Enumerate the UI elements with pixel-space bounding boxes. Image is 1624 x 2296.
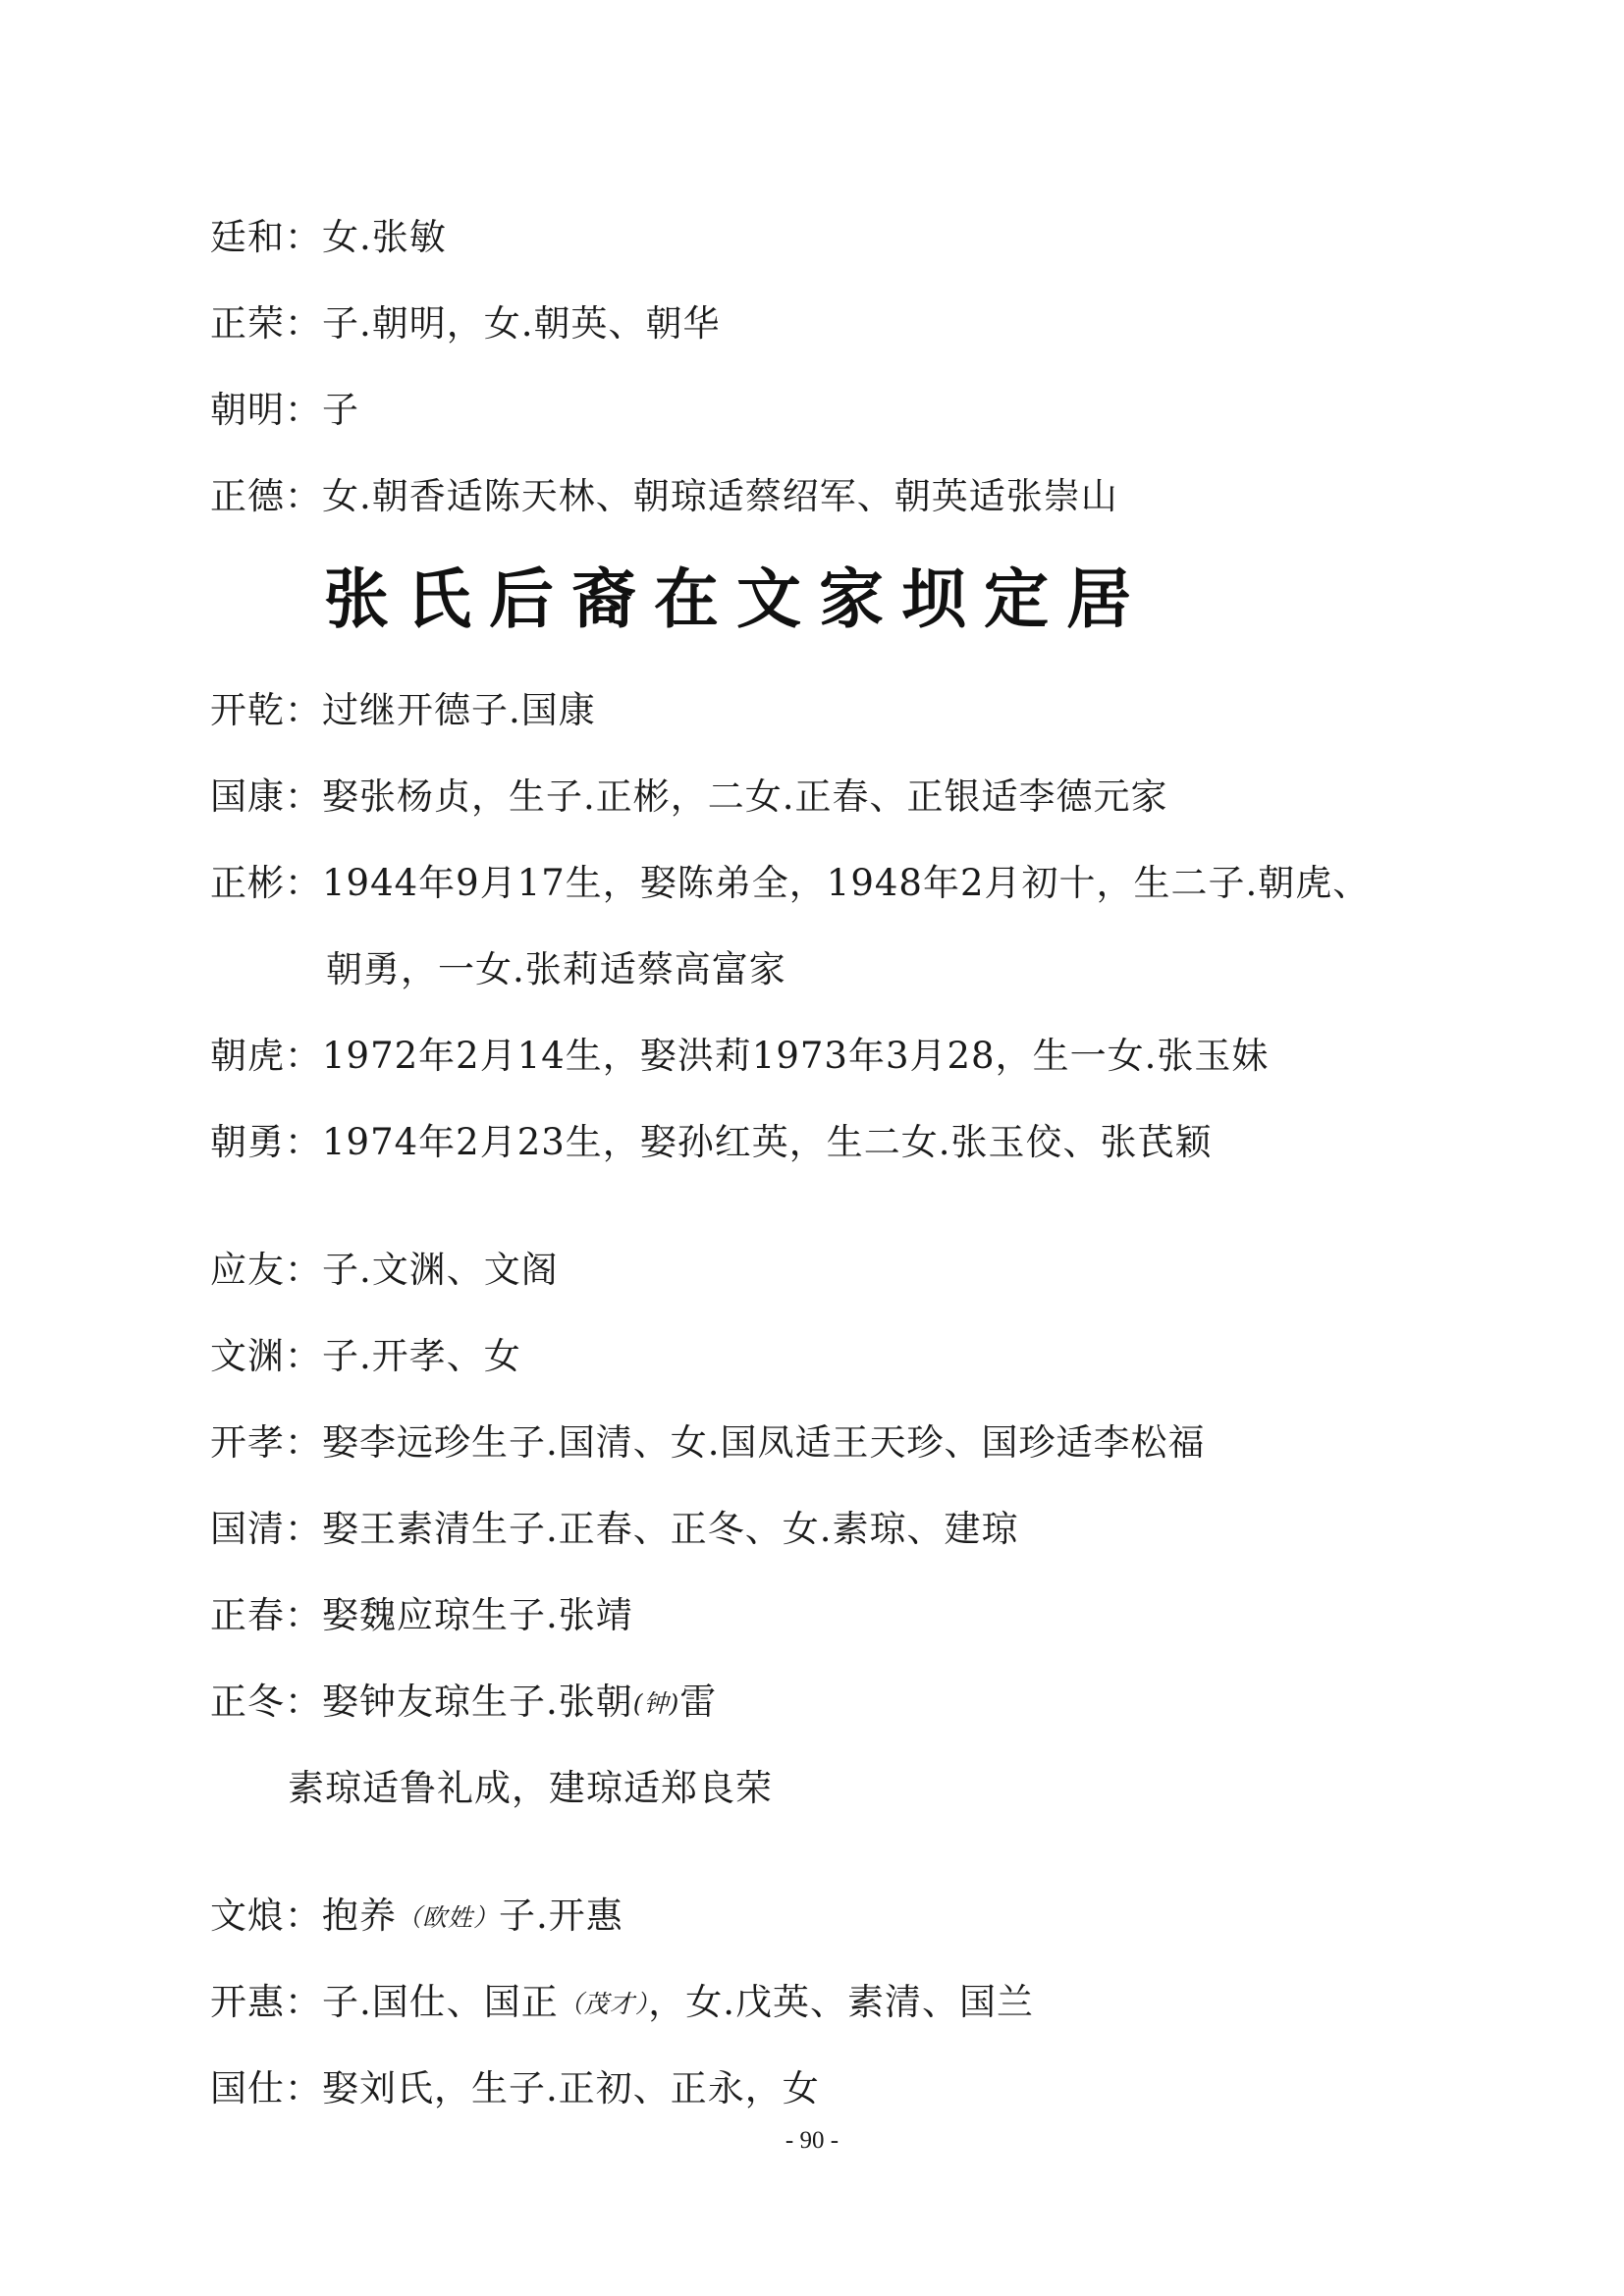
entry-wenliang xyxy=(210,1893,623,1942)
entry-chaoming: 朝明：子 xyxy=(210,389,359,431)
entry-zhengbin-continued: 朝勇，一女.张莉适蔡高富家 xyxy=(326,948,786,990)
entry-guoshi: 国仕：娶刘氏，生子.正初、正永，女 xyxy=(210,2067,820,2109)
entry-kaiqian: 开乾：过继开德子.国康 xyxy=(210,689,596,731)
entry-guoqing: 国清：娶王素清生子.正春、正冬、女.素琼、建琼 xyxy=(210,1508,1019,1550)
entry-zhengrong: 正荣：子.朝明，女.朝英、朝华 xyxy=(210,302,721,345)
entry-chaoyong: 朝勇：1974年2月23生，娶孙红英，生二女.张玉佼、张芪颖 xyxy=(210,1121,1213,1163)
kaihui-note: （茂才） xyxy=(558,1990,649,2018)
entry-yingyou: 应友：子.文渊、文阁 xyxy=(210,1249,559,1291)
wenliang-text-end: 子.开惠 xyxy=(499,1895,623,1937)
entry-zhengchun: 正春：娶魏应琼生子.张靖 xyxy=(210,1594,633,1636)
entry-zhengde: 正德：女.朝香适陈天林、朝琼适蔡绍军、朝英适张崇山 xyxy=(210,475,1118,517)
wenliang-text: 文烺：抱养 xyxy=(210,1895,397,1937)
kaihui-text-end: ，女.戊英、素清、国兰 xyxy=(648,1981,1035,2023)
wenliang-note: （欧姓） xyxy=(397,1903,500,1932)
entry-zhengdong xyxy=(210,1679,717,1728)
kaihui-text: 开惠：子.国仕、国正 xyxy=(210,1981,559,2023)
entry-kaihui xyxy=(210,1979,1034,2028)
entry-wenyuan: 文渊：子.开孝、女 xyxy=(210,1335,521,1377)
entry-zhengbin: 正彬：1944年9月17生，娶陈弟全，1948年2月初十，生二子.朝虎、 xyxy=(210,862,1371,904)
zhengdong-text: 正冬：娶钟友琼生子.张朝 xyxy=(210,1681,633,1723)
section-heading: 张氏后裔在文家坝定居 xyxy=(324,561,1149,637)
page-number: - 90 - xyxy=(785,2127,839,2154)
zhengdong-note: (钟) xyxy=(632,1689,680,1718)
entry-daughters-marriage: 素琼适鲁礼成，建琼适郑良荣 xyxy=(288,1767,773,1809)
zhengdong-text-end: 雷 xyxy=(679,1681,718,1723)
entry-guokang: 国康：娶张杨贞，生子.正彬，二女.正春、正银适李德元家 xyxy=(210,775,1168,818)
entry-chaohu: 朝虎：1972年2月14生，娶洪莉1973年3月28，生一女.张玉妹 xyxy=(210,1035,1270,1077)
entry-kaixiao: 开孝：娶李远珍生子.国清、女.国凤适王天珍、国珍适李松福 xyxy=(210,1421,1206,1464)
entry-tinghe: 廷和：女.张敏 xyxy=(210,216,447,258)
